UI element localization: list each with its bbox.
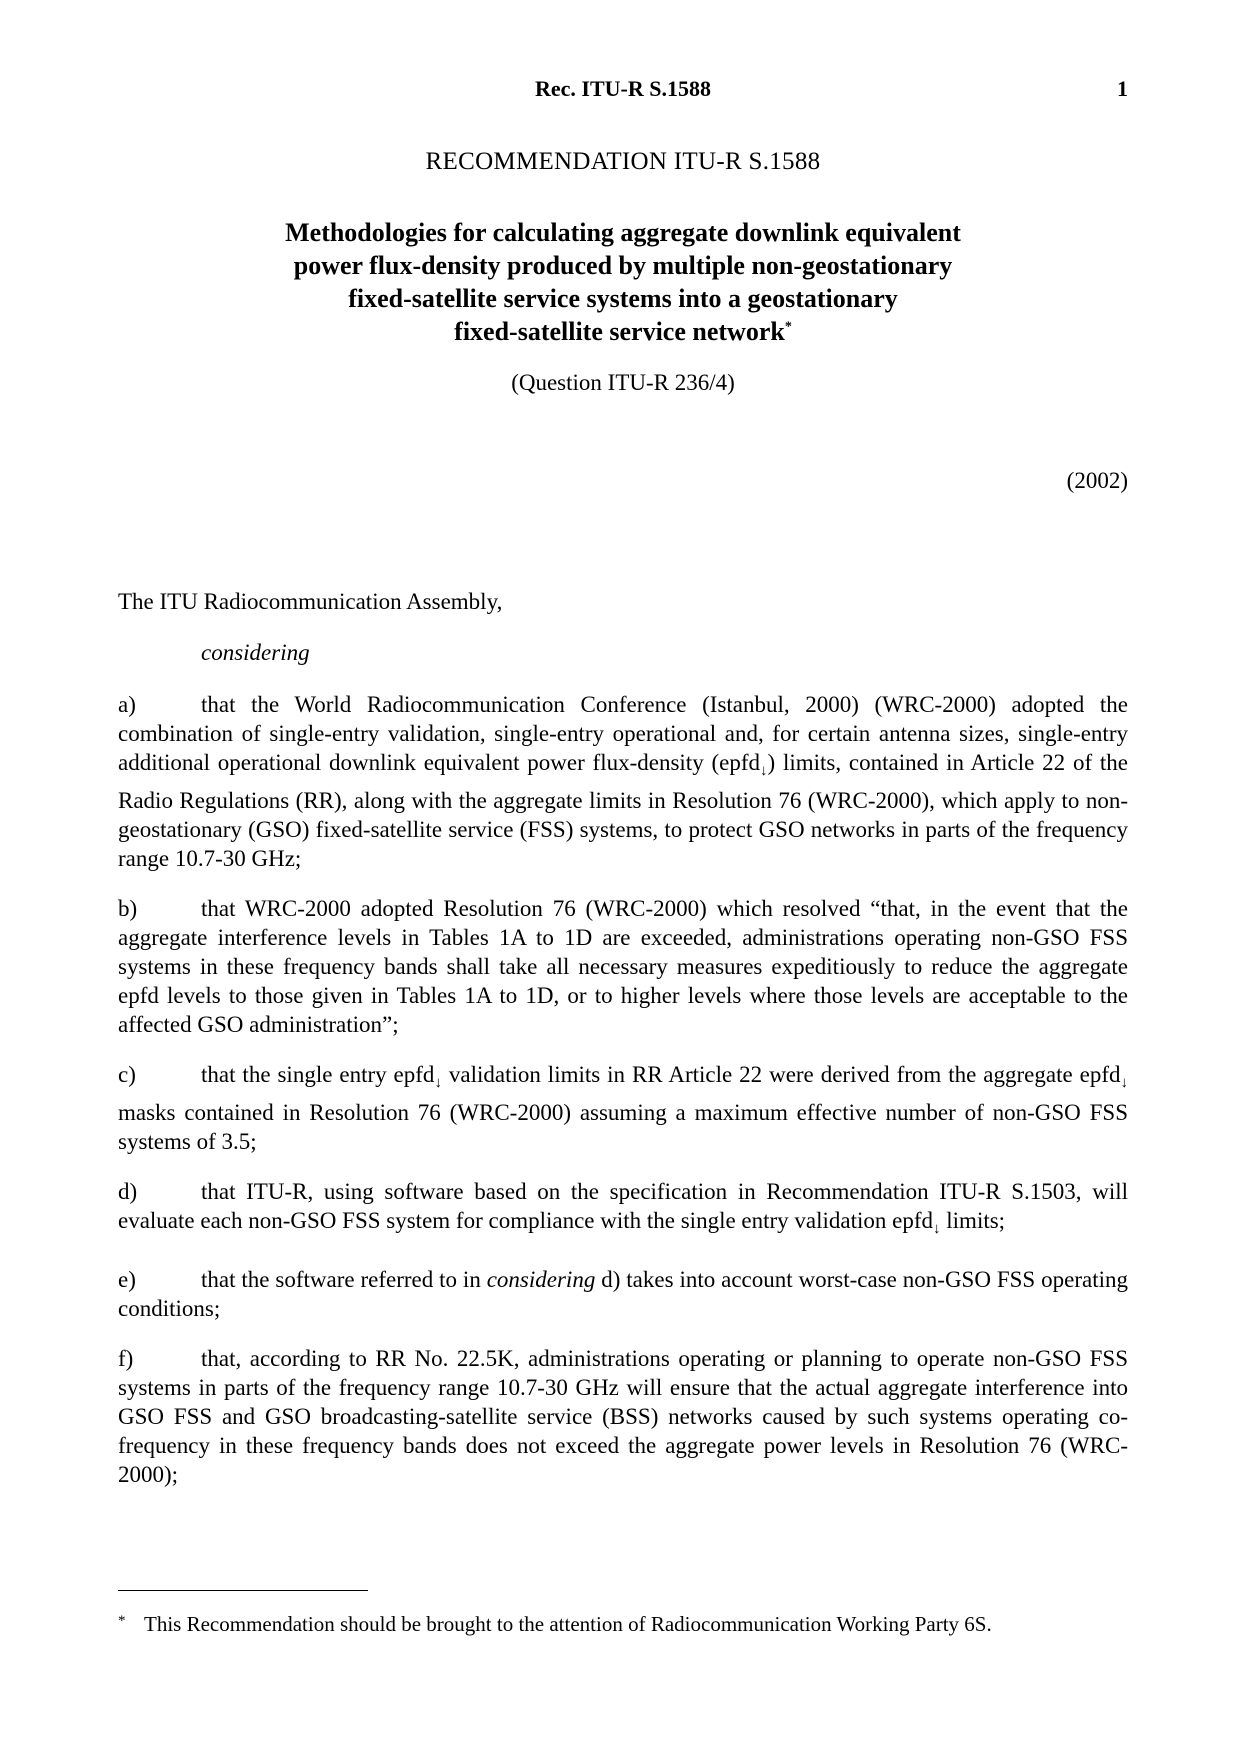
header-reference: Rec. ITU-R S.1588 [535, 76, 711, 101]
down-arrow-icon: ↓ [933, 1221, 941, 1237]
considering-item-f [118, 1344, 1128, 1489]
title-line: power flux-density produced by multiple non-geostationary [293, 251, 953, 280]
item-text: that the single entry epfd [201, 1062, 435, 1087]
footnote [118, 1612, 1128, 1637]
item-label: c) [118, 1062, 136, 1087]
question-reference: (Question ITU-R 236/4) [511, 370, 735, 395]
running-header [118, 76, 1128, 108]
assembly-line: The ITU Radiocommunication Assembly, [118, 589, 503, 614]
considering-list [118, 690, 1128, 1510]
considering-item-c [118, 1060, 1128, 1156]
footnote-mark: * [118, 1613, 126, 1629]
item-text: that ITU-R, using software based on the specification in Recommendation ITU-R S.1503, will evaluate each non-GSO FSS system for compliance with the single entry validation epfd [118, 1179, 1128, 1233]
recommendation-title [118, 216, 1128, 348]
item-text-italic: considering [486, 1267, 596, 1292]
considering-item-e [118, 1265, 1128, 1323]
title-footnote-mark: * [784, 319, 792, 335]
item-label: d) [118, 1179, 138, 1204]
title-line-text: fixed-satellite service network [454, 317, 785, 346]
item-text: that the World Radiocommunication Conference (Istanbul, 2000) (WRC-2000) adopted the combination of single-entry validation, single-entry operational and, for certain antenna sizes, single-entry additional operational downlink equivalent power flux-density (epfd [118, 692, 1128, 775]
title-line: fixed-satellite service systems into a geostationary [348, 284, 898, 313]
considering-item-d [118, 1177, 1128, 1244]
item-text: that, according to RR No. 22.5K, administrations operating or planning to operate non-GSO FSS systems in parts of the frequency range 10.7-30 GHz will ensure that the actual aggregate interference into GSO FSS and GSO broadcasting-satellite service (BSS) networks caused by such systems operating co-frequency in these frequency bands does not exceed the aggregate power levels in Resolution 76 (WRC-2000); [118, 1346, 1128, 1487]
item-label: b) [118, 896, 138, 921]
approval-year: (2002) [1066, 468, 1128, 493]
considering-item-b [118, 894, 1128, 1039]
considering-heading: considering [201, 640, 310, 665]
item-text: d) takes into account worst-case non-GSO FSS operating conditions; [118, 1267, 1128, 1321]
item-text: validation limits in RR Article 22 were derived from the aggregate epfd [441, 1062, 1121, 1087]
page-number: 1 [1117, 76, 1128, 101]
title-line: Methodologies for calculating aggregate downlink equivalent [285, 218, 961, 247]
down-arrow-icon: ↓ [760, 763, 768, 779]
down-arrow-icon: ↓ [1120, 1075, 1129, 1091]
item-text: that WRC-2000 adopted Resolution 76 (WRC-2000) which resolved “that, in the event that the aggregate interference levels in Tables 1A to 1D are exceeded, administrations operating non-GSO FSS systems in these frequency bands shall take all necessary measures expeditiously to reduce the aggregate epfd levels to those given in Tables 1A to 1D, or to higher levels where those levels are acceptable to the affected GSO administration”; [118, 896, 1128, 1037]
item-text: that the software referred to in [201, 1267, 487, 1292]
item-text: limits; [940, 1208, 1006, 1233]
considering-item-a [118, 690, 1128, 873]
footnote-text: This Recommendation should be brought to the attention of Radiocommunication Working Party 6S. [144, 1612, 992, 1636]
down-arrow-icon: ↓ [434, 1075, 442, 1091]
item-text: ) limits, contained in Article 22 of the Radio Regulations (RR), along with the aggregate limits in Resolution 76 (WRC-2000), which apply to non-geostationary (GSO) fixed-satellite service (FSS) systems, to protect GSO networks in parts of the frequency range 10.7-30 GHz; [118, 750, 1128, 871]
item-text: masks contained in Resolution 76 (WRC-2000) assuming a maximum effective number of non-GSO FSS systems of 3.5; [118, 1100, 1128, 1154]
item-label: f) [118, 1346, 134, 1371]
recommendation-number: RECOMMENDATION ITU-R S.1588 [425, 148, 821, 175]
item-label: a) [118, 692, 136, 717]
item-label: e) [118, 1267, 136, 1292]
title-line [118, 315, 1128, 348]
footnote-separator [118, 1590, 368, 1591]
